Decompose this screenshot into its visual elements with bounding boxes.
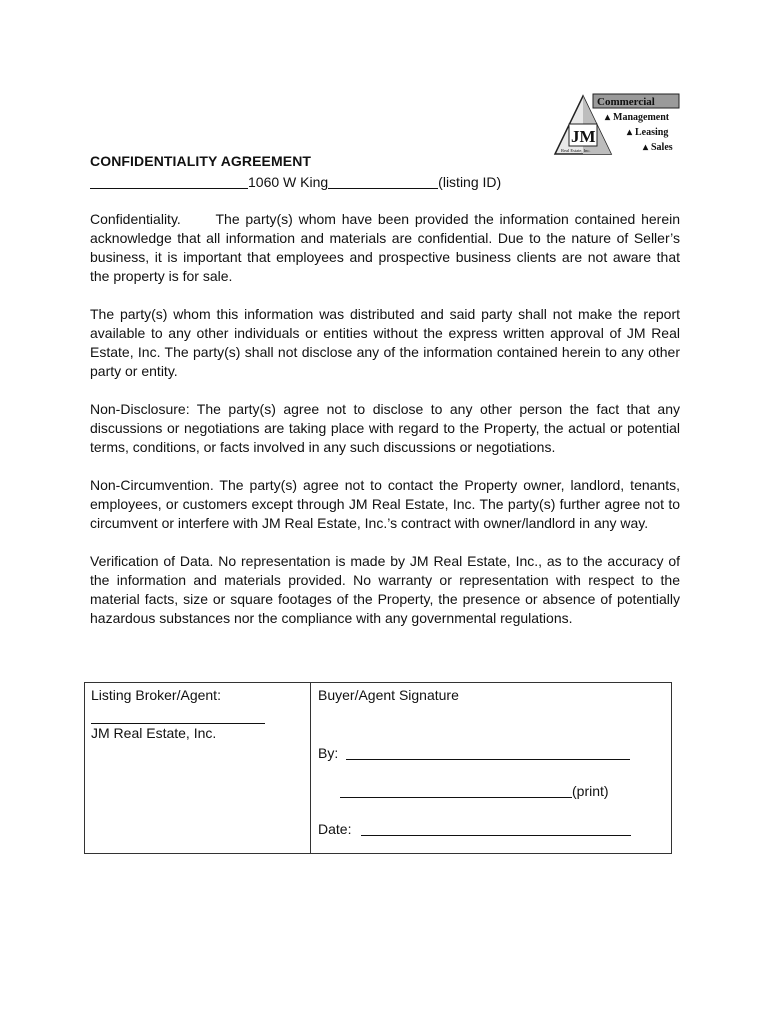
by-row (318, 743, 630, 763)
company-logo (553, 92, 681, 156)
listing-address: 1060 W King (248, 174, 329, 190)
date-label: Date: (318, 821, 352, 837)
listing-broker-company: JM Real Estate, Inc. (91, 725, 217, 741)
listing-id-label: (listing ID) (438, 174, 502, 190)
print-row (340, 781, 609, 801)
listing-blank-field[interactable] (90, 174, 248, 189)
logo-banner-text: Commercial (597, 96, 655, 108)
buyer-agent-label: Buyer/Agent Signature (318, 687, 459, 703)
logo-graphic (553, 92, 681, 156)
logo-item-management: Management (613, 112, 670, 123)
document-title: CONFIDENTIALITY AGREEMENT (90, 153, 312, 169)
paragraph-verification: Verification of Data. No representation is made by JM Real Estate, Inc., as to the accuracy of the information and materials provided. No warranty or representation with respect to the material facts, size or square footages of the Property, the presence or absence of potentially hazardous substances nor the compliance with any governmental regulations. (90, 553, 680, 626)
paragraph-non-circumvention: Non-Circumvention. The party(s) agree not to contact the Property owner, landlord, tenants, employees, or customers except through JM Real Estate, Inc. The party(s) further agree not to circumvent or interfere with JM Real Estate, Inc.’s contract with owner/landlord in any way. (90, 477, 680, 531)
by-signature-field[interactable] (346, 745, 630, 760)
paragraph-confidentiality: Confidentiality. The party(s) whom have been provided the information contained herein acknowledge that all information and materials are confidential. Due to the nature of Seller’s business, it is important that employees and prospective business clients are not aware that the property is for sale. (90, 211, 680, 284)
paragraph-non-disclosure: Non-Disclosure: The party(s) agree not to disclose to any other person the fact that any discussions or negotiations are taking place with regard to the Property, the actual or potential terms, conditions, or facts involved in any such discussions or negotiations. (90, 401, 680, 455)
paragraph-distribution: The party(s) whom this information was distributed and said party shall not make the report available to any other individuals or entities without the express written approval of JM Real Estate, Inc. The party(s) shall not disclose any of the information contained herein to any other party or entity. (90, 306, 680, 379)
listing-id-field[interactable] (328, 174, 438, 189)
listing-broker-signature-line[interactable] (91, 705, 265, 724)
logo-subtext: Real Estate, Inc. (561, 148, 591, 153)
listing-line (90, 172, 501, 190)
by-label: By: (318, 745, 339, 761)
listing-broker-cell (91, 686, 301, 743)
svg-text:▴: ▴ (627, 127, 633, 138)
listing-broker-label: Listing Broker/Agent: (91, 687, 221, 703)
date-row (318, 819, 631, 839)
date-field[interactable] (361, 821, 631, 836)
logo-item-sales: Sales (651, 142, 673, 153)
svg-text:▴: ▴ (605, 112, 611, 123)
logo-item-leasing: Leasing (635, 127, 669, 138)
logo-letters: JM (571, 127, 596, 146)
signature-table (84, 682, 672, 854)
print-label: (print) (572, 783, 609, 799)
table-divider (310, 683, 311, 853)
svg-text:▴: ▴ (643, 142, 649, 153)
print-name-field[interactable] (340, 783, 572, 798)
